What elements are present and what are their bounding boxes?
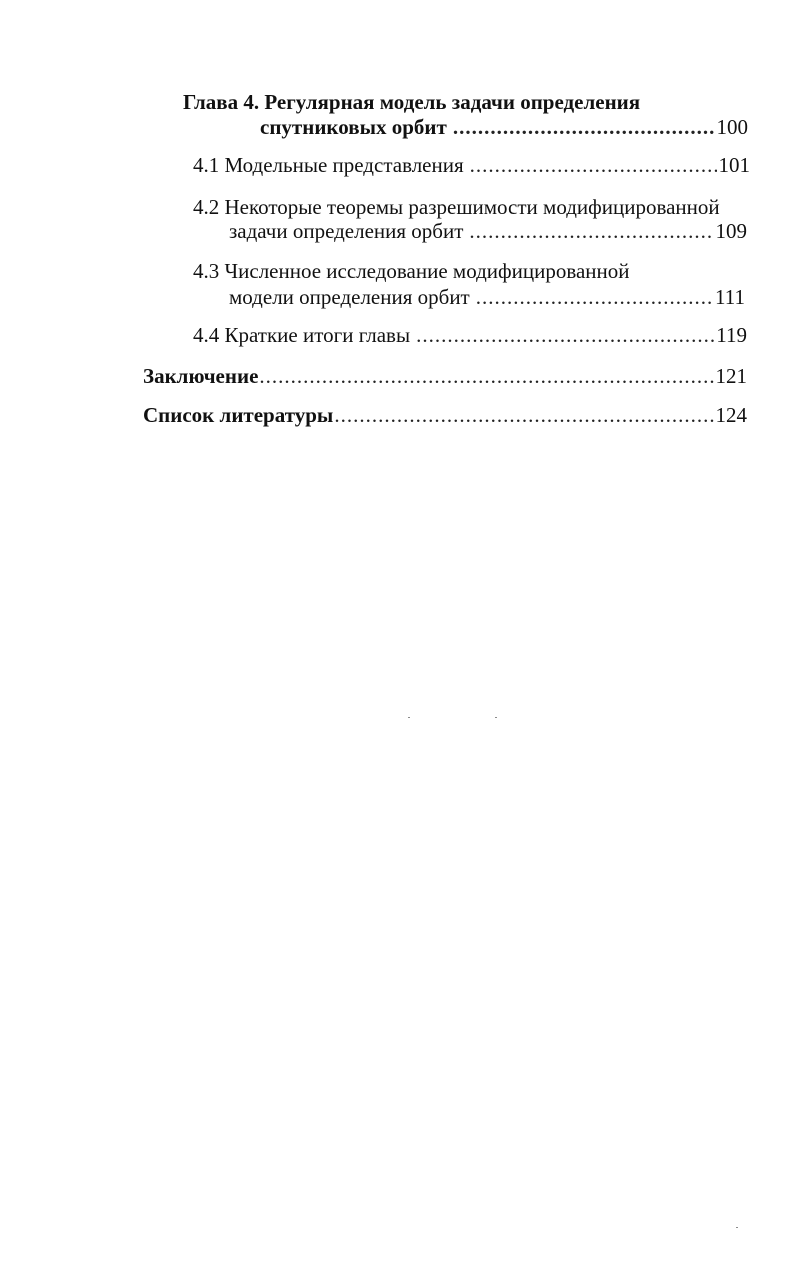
section-4-1-title: 4.1 Модельные представления: [193, 153, 464, 177]
page-number: 111: [715, 285, 745, 309]
toc-entry-bibliography[interactable]: [143, 402, 747, 428]
toc-entry-4-3[interactable]: [229, 284, 745, 310]
toc-entry-4-2[interactable]: [229, 218, 747, 244]
conclusion-title: Заключение: [143, 364, 259, 388]
toc-entry-conclusion[interactable]: [143, 363, 747, 389]
leader-dots: [476, 284, 713, 310]
chapter-4-title-line-1: Глава 4. Регулярная модель задачи определения: [183, 90, 641, 114]
page-number: 101: [718, 153, 750, 177]
section-4-2-title-line-2: задачи определения орбит: [229, 219, 464, 243]
toc-entry-chapter-4[interactable]: [260, 114, 748, 140]
page-number: 119: [716, 323, 747, 347]
section-4-3-title-line-1: 4.3 Численное исследование модифицированной: [193, 259, 630, 283]
page-number: 100: [716, 115, 748, 139]
leader-dots: [259, 363, 713, 389]
toc-entry-4-4[interactable]: [193, 322, 747, 348]
scan-speck: [736, 1227, 738, 1228]
page-number: 121: [715, 364, 747, 388]
page-number: 109: [715, 219, 747, 243]
chapter-4-title-line-2: спутниковых орбит: [260, 115, 447, 139]
section-4-4-title: 4.4 Краткие итоги главы: [193, 323, 411, 347]
section-4-3-title-line-2: модели определения орбит: [229, 285, 470, 309]
leader-dots: [453, 114, 715, 140]
leader-dots: [469, 218, 713, 244]
scan-speck: [495, 717, 497, 718]
leader-dots: [416, 322, 714, 348]
bibliography-title: Список литературы: [143, 403, 334, 427]
page-number: 124: [715, 403, 747, 427]
scan-speck: [408, 717, 410, 718]
leader-dots: [470, 152, 717, 178]
toc-entry-4-1[interactable]: [193, 152, 750, 178]
section-4-2-title-line-1: 4.2 Некоторые теоремы разрешимости модифицированной: [193, 195, 720, 219]
leader-dots: [334, 402, 713, 428]
